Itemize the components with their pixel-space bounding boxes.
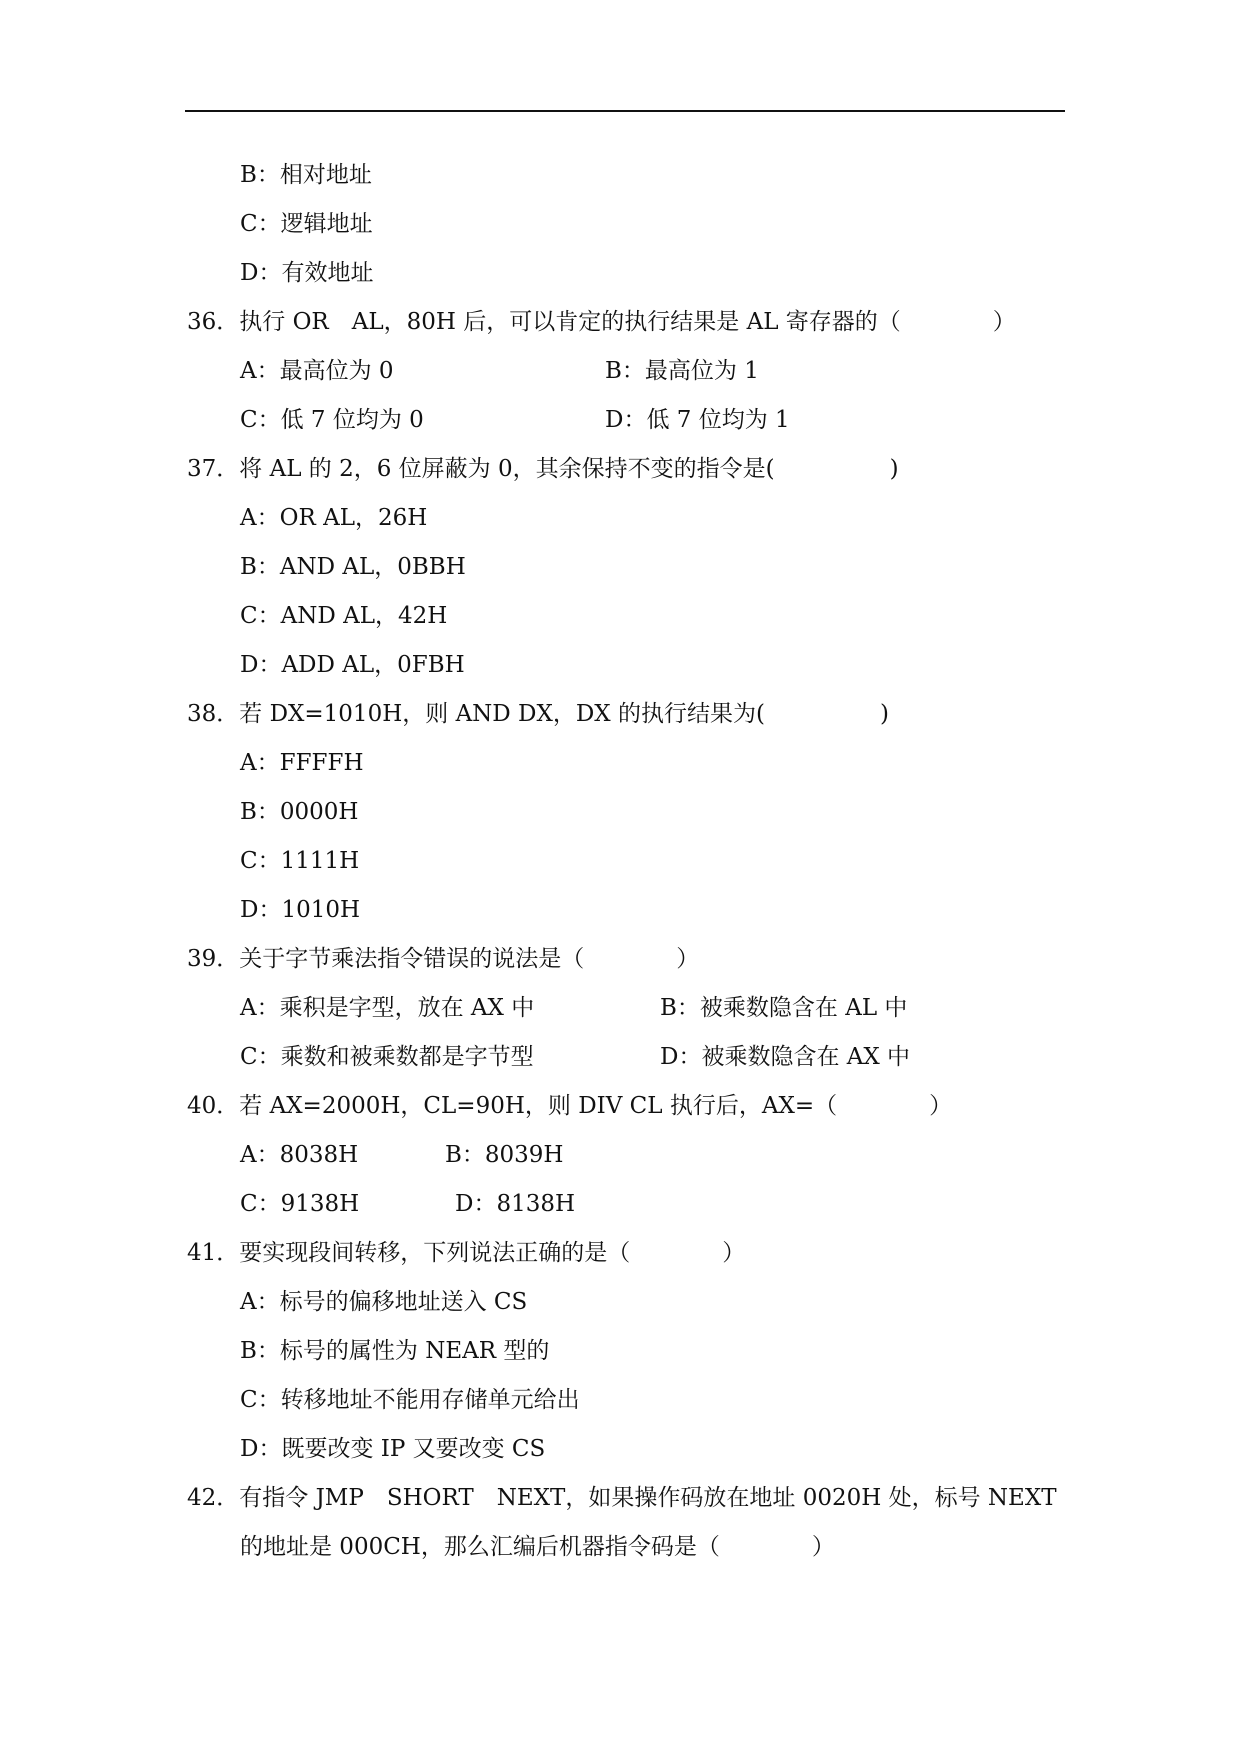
q35-option-c: C：逻辑地址 <box>240 211 373 237</box>
q39-option-b: B：被乘数隐含在 AL 中 <box>660 995 908 1021</box>
q40-stem: 40．若 AX=2000H，CL=90H，则 DIV CL 执行后，AX=（ ） <box>187 1093 953 1119</box>
q36-option-c: C：低 7 位均为 0 <box>240 407 424 433</box>
q39-option-a: A：乘积是字型，放在 AX 中 <box>240 995 535 1021</box>
header-rule <box>185 110 1065 112</box>
q37-option-b: B：AND AL，0BBH <box>240 554 466 580</box>
q41-stem: 41．要实现段间转移，下列说法正确的是（ ） <box>187 1240 746 1266</box>
q36-option-d: D：低 7 位均为 1 <box>605 407 790 433</box>
q36-option-a: A：最高位为 0 <box>240 358 394 384</box>
q42-stem-line2: 的地址是 000CH，那么汇编后机器指令码是（ ） <box>240 1534 835 1560</box>
q37-option-d: D：ADD AL，0FBH <box>240 652 465 678</box>
q40-option-c: C：9138H <box>240 1191 360 1217</box>
q41-option-b: B：标号的属性为 NEAR 型的 <box>240 1338 550 1364</box>
q38-option-c: C：1111H <box>240 848 360 874</box>
q42-stem-line1: 42．有指令 JMP SHORT NEXT，如果操作码放在地址 0020H 处，标号 NEXT <box>187 1485 1057 1511</box>
q38-option-d: D：1010H <box>240 897 361 923</box>
q39-option-d: D：被乘数隐含在 AX 中 <box>660 1044 911 1070</box>
q39-option-c: C：乘数和被乘数都是字节型 <box>240 1044 534 1070</box>
q41-option-c: C：转移地址不能用存储单元给出 <box>240 1387 580 1413</box>
q37-option-c: C：AND AL，42H <box>240 603 448 629</box>
q35-option-d: D：有效地址 <box>240 260 374 286</box>
q37-stem: 37．将 AL 的 2，6 位屏蔽为 0，其余保持不变的指令是( ) <box>187 456 899 482</box>
q38-option-b: B：0000H <box>240 799 359 825</box>
q38-option-a: A：FFFFH <box>240 750 364 776</box>
q35-option-b: B：相对地址 <box>240 162 372 188</box>
q36-option-b: B：最高位为 1 <box>605 358 759 384</box>
q38-stem: 38．若 DX=1010H，则 AND DX，DX 的执行结果为( ) <box>187 701 889 727</box>
q41-option-d: D：既要改变 IP 又要改变 CS <box>240 1436 546 1462</box>
q40-option-b: B：8039H <box>445 1142 564 1168</box>
q39-stem: 39．关于字节乘法指令错误的说法是（ ） <box>187 946 700 972</box>
q40-option-a: A：8038H <box>240 1142 359 1168</box>
q40-option-d: D：8138H <box>455 1191 576 1217</box>
q36-stem: 36．执行 OR AL，80H 后，可以肯定的执行结果是 AL 寄存器的（ ） <box>187 309 1016 335</box>
q41-option-a: A：标号的偏移地址送入 CS <box>240 1289 528 1315</box>
q37-option-a: A：OR AL，26H <box>240 505 428 531</box>
